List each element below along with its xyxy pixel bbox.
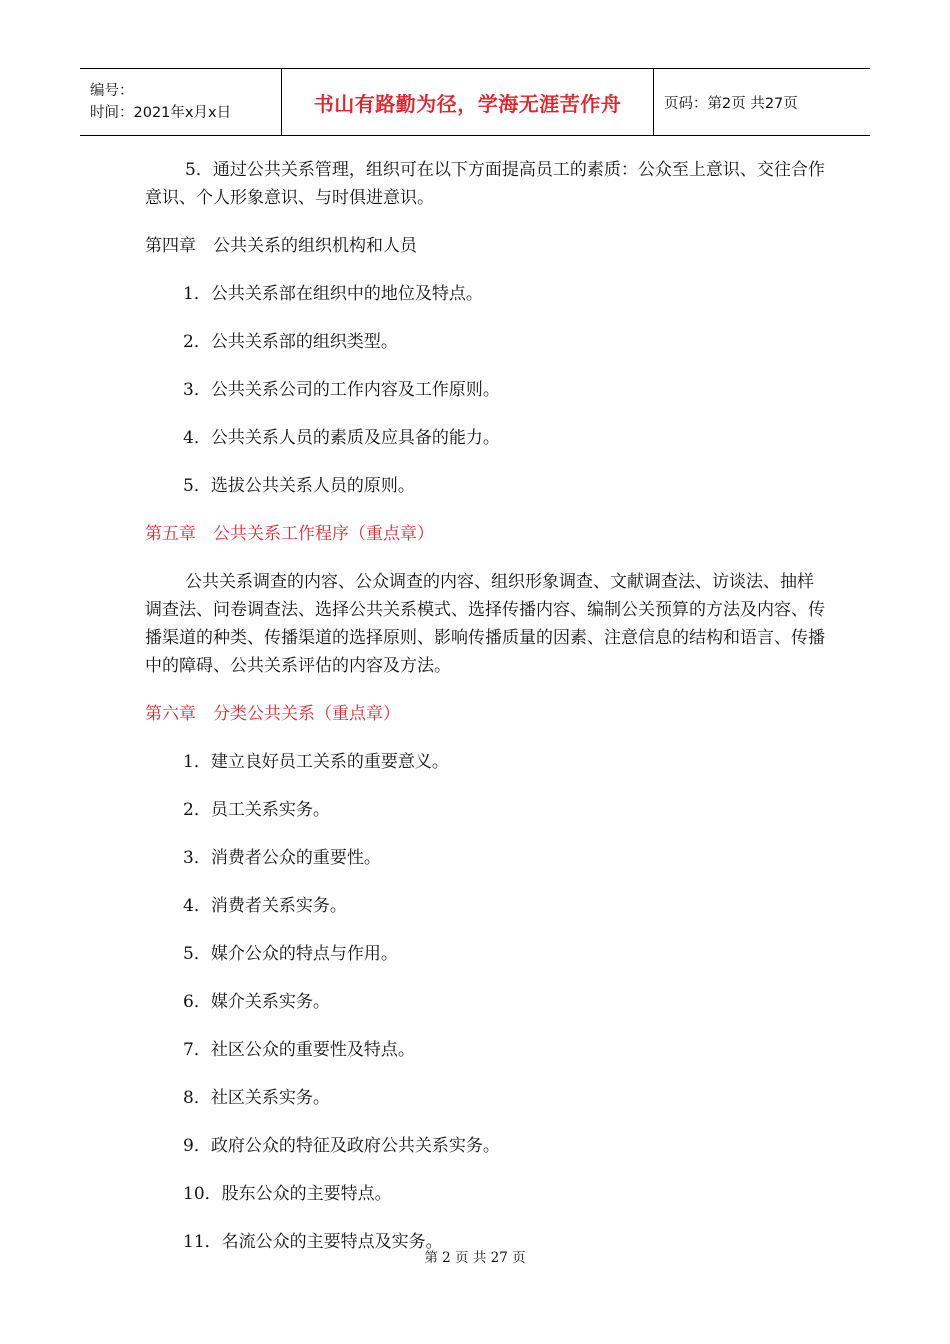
list-item: 4．公共关系人员的素质及应具备的能力。 xyxy=(183,428,500,448)
list-item: 2．公共关系部的组织类型。 xyxy=(183,332,398,352)
chapter5-paragraph: 公共关系调查的内容、公众调查的内容、组织形象调查、文献调查法、访谈法、抽样调查法、问卷调查法、选择公共关系模式、选择传播内容、编制公关预算的方法及内容、传播渠道的种类、传播渠道的选择原则、影响传播质量的因素、注意信息的结构和语言、传播中的障碍、公共关系评估的内容及方法。 xyxy=(145,572,825,676)
list-item: 7．社区公众的重要性及特点。 xyxy=(183,1040,415,1060)
document-header xyxy=(80,68,870,136)
list-item: 2．员工关系实务。 xyxy=(183,800,330,820)
document-body xyxy=(145,156,825,1256)
list-item: 3．公共关系公司的工作内容及工作原则。 xyxy=(183,380,500,400)
list-item: 1．建立良好员工关系的重要意义。 xyxy=(183,752,449,772)
document-time-label: 时间：2021年x月x日 xyxy=(90,105,232,121)
list-item: 5．媒介公众的特点与作用。 xyxy=(183,944,398,964)
list-item: 5．选拔公共关系人员的原则。 xyxy=(183,476,415,496)
header-page-info xyxy=(654,69,870,135)
list-item: 1．公共关系部在组织中的地位及特点。 xyxy=(183,284,483,304)
header-motto xyxy=(282,69,654,135)
chapter4-title: 第四章 公共关系的组织机构和人员 xyxy=(145,236,417,256)
header-meta xyxy=(80,69,282,135)
footer-page-number: 第 2 页 共 27 页 xyxy=(424,1250,526,1266)
list-item: 9．政府公众的特征及政府公共关系实务。 xyxy=(183,1136,500,1156)
motto-text: 书山有路勤为径，学海无涯苦作舟 xyxy=(313,91,622,116)
chapter6-title: 第六章 分类公共关系（重点章） xyxy=(145,704,400,724)
list-item: 4．消费者关系实务。 xyxy=(183,896,347,916)
chapter6-list xyxy=(145,748,825,1256)
chapter4-list xyxy=(145,280,825,500)
page-footer xyxy=(0,1246,950,1266)
list-item: 8．社区关系实务。 xyxy=(183,1088,330,1108)
intro-item-5: 5．通过公共关系管理，组织可在以下方面提高员工的素质：公众至上意识、交往合作意识、个人形象意识、与时俱进意识。 xyxy=(145,160,825,208)
document-number-label: 编号： xyxy=(90,83,134,99)
chapter5-title: 第五章 公共关系工作程序（重点章） xyxy=(145,524,434,544)
list-item: 3．消费者公众的重要性。 xyxy=(183,848,381,868)
list-item: 11．名流公众的主要特点及实务。 xyxy=(183,1232,443,1252)
list-item: 6．媒介关系实务。 xyxy=(183,992,330,1012)
page-info-text: 页码：第2页 共27页 xyxy=(664,95,798,112)
list-item: 10．股东公众的主要特点。 xyxy=(183,1184,392,1204)
